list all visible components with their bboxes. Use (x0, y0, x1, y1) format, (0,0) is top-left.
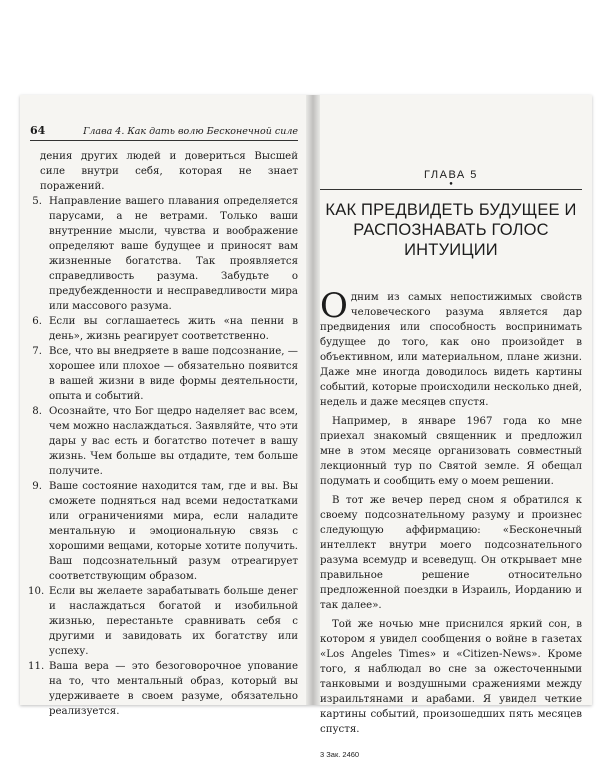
running-head (30, 125, 298, 141)
right-page (320, 95, 582, 762)
list-item (30, 479, 298, 584)
chapter-ornament: • (448, 180, 454, 190)
list-item-number: 6. (32, 316, 42, 327)
chapter-body (320, 286, 582, 762)
paragraph: Той же ночью мне приснился яркий сон, в котором я увидел сообщения о войне в газетах «Los Angeles Times» и «Citizen-News». Кроме того, я наблюдал во сне за ожесточенными танковыми и воздушными сражениями между израильтянами и арабами. Я увидел четкие картины событий, произошедших пять месяцев спустя. (320, 619, 582, 735)
paragraph: Например, в январе 1967 года ко мне приехал знакомый священник и предложил мне в этом месяце организовать совместный лекционный тур по Святой земле. Я обещал подумать и сообщить ему о моем решении. (320, 416, 582, 487)
list-item-number: 7. (32, 346, 42, 357)
running-head-title: Глава 4. Как дать волю Бесконечной силе (83, 126, 298, 137)
list-item (30, 344, 298, 404)
chapter-label: ГЛАВА 5 (424, 169, 478, 181)
book-gutter (306, 95, 320, 705)
list-item-number: 9. (32, 481, 42, 492)
list-item (30, 584, 298, 659)
list-item-number: 11. (28, 661, 45, 672)
opening-paragraph (320, 286, 582, 410)
list-item-number: 8. (32, 406, 42, 417)
list-item-text: Ваше состояние находится там, где и вы. Вы сможете подняться над всеми недостатками или ограничениями мира, если наладите ментальную и эмоциональную связь с хорошими вещами, которые хотите получить. Ваш подсознательный разум отреагирует соответствующим образом. (49, 481, 298, 582)
paragraph: В тот же вечер перед сном я обратился к своему подсознательному разуму и произнес следующую аффирмацию: «Бесконечный интеллект внутри моего подсознательного разума всемудр и всеведущ. Он открывает мне правильное решение относительно предложенной поездки в Израиль, Иорданию и так далее». (320, 495, 582, 611)
list-item-text: Если вы желаете зарабатывать больше денег и наслаждаться богатой и изобильной жизнью, перестаньте сравнивать себя с другими и завидовать их богатству или успеху. (49, 586, 298, 657)
list-item-text: Все, что вы внедряете в ваше подсознание, — хорошее или плохое — обязательно появится в вашей жизни в виде формы деятельности, опыта и событий. (49, 346, 298, 402)
list-item (30, 194, 298, 314)
continuation-paragraph: дения других людей и довериться Высшей силе внутри себя, которая не знает поражений. (40, 151, 298, 192)
list-item (30, 659, 298, 719)
page-number: 64 (30, 124, 46, 137)
drop-cap: О (320, 286, 348, 326)
list-item-text: Ваша вера — это безоговорочное упование на то, что ментальный образ, который вы удерживаете в своем разуме, обязательно реализуется. (49, 661, 298, 717)
numbered-list (30, 194, 298, 719)
list-item-text: Если вы соглашаетесь жить «на пенни в день», жизнь реагирует соответственно. (49, 316, 298, 342)
open-book-spread (20, 95, 592, 759)
list-item-number: 5. (32, 196, 42, 207)
list-item (30, 314, 298, 344)
list-item-text: Направление вашего плавания определяется парусами, а не ветрами. Только ваши внутренние мысли, чувства и воображение определяют ваше будущее и приносят вам жизненные богатства. Так проявляется справедливость разума. Забудьте о предубежденности и несправедливости мира или массового разума. (49, 196, 298, 312)
list-item-text: Осознайте, что Бог щедро наделяет вас всем, чем можно наслаждаться. Заявляйте, что эти дары у вас есть и богатство потечет в вашу жизнь. Чем больше вы отдадите, тем больше получите. (49, 406, 298, 477)
printer-signature: 3 Зак. 2460 (320, 750, 360, 759)
list-item (30, 404, 298, 479)
chapter-title: КАК ПРЕДВИДЕТЬ БУДУЩЕЕ И РАСПОЗНАВАТЬ ГОЛОС ИНТУИЦИИ (325, 201, 577, 259)
list-item-number: 10. (28, 586, 45, 597)
left-page (30, 125, 298, 719)
opening-paragraph-text: дним из самых непостижимых свойств человеческого разума является дар предвидения или способность воспринимать будущее до того, как оно произойдет в объективном, или материальном, плане жизни. Даже мне иногда доводилось видеть картины событий, которые происходили несколько дней, недель и даже месяцев спустя. (320, 292, 582, 408)
